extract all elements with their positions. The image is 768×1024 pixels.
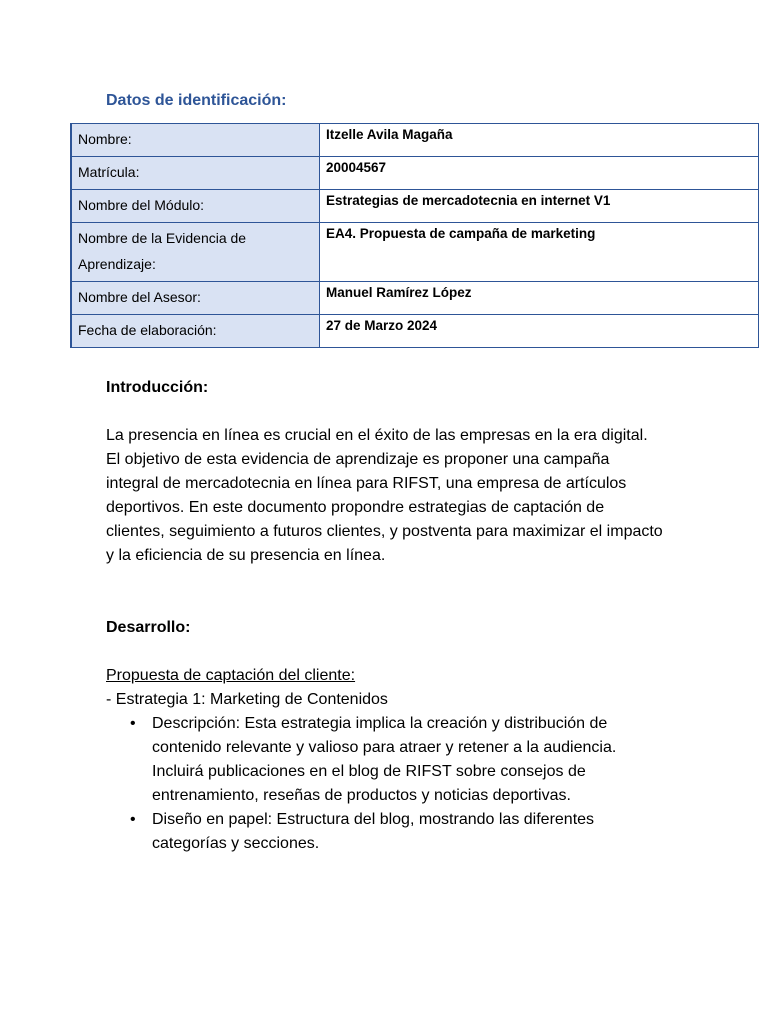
row-label: Nombre del Asesor: <box>71 282 320 315</box>
table-row <box>71 157 759 190</box>
table-row <box>71 282 759 315</box>
row-label: Nombre: <box>71 124 320 157</box>
table-row <box>71 124 759 157</box>
table-row <box>71 190 759 223</box>
strategy-line: - Estrategia 1: Marketing de Contenidos <box>106 691 388 708</box>
row-label: Fecha de elaboración: <box>71 315 320 348</box>
row-value: EA4. Propuesta de campaña de marketing <box>320 223 759 282</box>
row-value: Estrategias de mercadotecnia en internet V1 <box>320 190 759 223</box>
table-row <box>71 315 759 348</box>
row-label: Nombre de la Evidencia de Aprendizaje: <box>71 223 320 282</box>
list-item: • Diseño en papel: Estructura del blog, mostrando las diferentes categorías y secciones. <box>152 808 666 856</box>
table-row <box>71 223 759 282</box>
development-subtitle: Propuesta de captación del cliente: <box>106 667 356 684</box>
list-item: • Descripción: Esta estrategia implica la creación y distribución de contenido relevante y valioso para atraer y retener a la audiencia. Incluirá publicaciones en el blog de RIFST sobre consejos de entrenamiento, reseñas de productos y noticias deportivas. <box>152 712 666 808</box>
row-value: 27 de Marzo 2024 <box>320 315 759 348</box>
identification-table <box>70 123 759 348</box>
development-body <box>106 664 666 856</box>
intro-paragraph: La presencia en línea es crucial en el éxito de las empresas en la era digital. El objetivo de esta evidencia de aprendizaje es proponer una campaña integral de mercadotecnia en línea para RIFST, una empresa de artículos deportivos. En este documento propondre estrategias de captación de clientes, seguimiento a futuros clientes, y postventa para maximizar el impacto y la eficiencia de su presencia en línea. <box>106 427 663 564</box>
row-label: Matrícula: <box>71 157 320 190</box>
bullet-list <box>106 712 666 856</box>
row-value: 20004567 <box>320 157 759 190</box>
row-value: Itzelle Avila Magaña <box>320 124 759 157</box>
intro-title: Introducción: <box>106 379 209 396</box>
row-value: Manuel Ramírez López <box>320 282 759 315</box>
section-heading: Datos de identificación: <box>106 92 287 109</box>
development-title: Desarrollo: <box>106 619 191 636</box>
row-label: Nombre del Módulo: <box>71 190 320 223</box>
